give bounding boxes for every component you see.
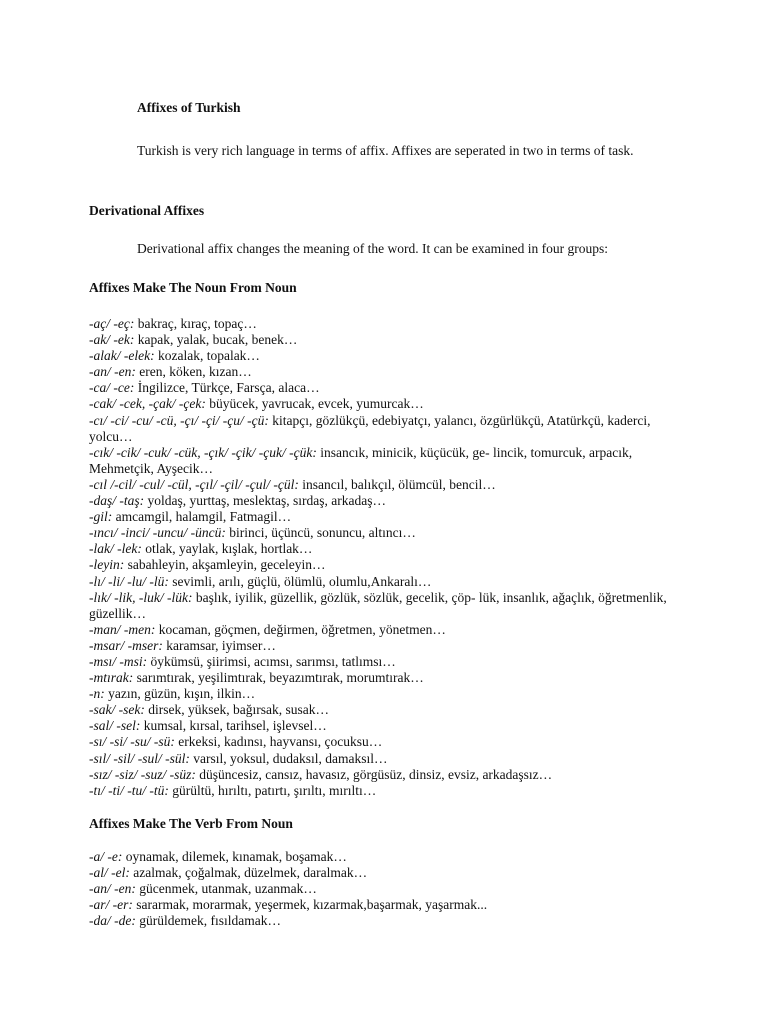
affix-examples: kitapçı, gözlükçü, edebiyatçı, yalancı, özgürlükçü, Atatürkçü, kaderci, yolcu…: [89, 412, 651, 444]
affix-examples: insancık, minicik, küçücük, ge- lincik, tomurcuk, arpacık, Mehmetçik, Ayşecik…: [89, 444, 633, 476]
affix-form: -alak/ -elek:: [89, 348, 155, 364]
affix-examples: birinci, üçüncü, sonuncu, altıncı…: [225, 525, 416, 541]
affix-entry: [89, 525, 685, 541]
derivational-paragraph: Derivational affix changes the meaning of the word. It can be examined in four groups:: [137, 241, 608, 256]
affix-entry: [89, 590, 685, 622]
affix-entry: [89, 332, 685, 348]
affix-form: -sı/ -si/ -su/ -sü:: [89, 734, 175, 750]
affix-entry: [89, 477, 685, 493]
affix-form: -lak/ -lek:: [89, 541, 142, 557]
affix-form: -man/ -men:: [89, 621, 156, 637]
noun-from-noun-heading: Affixes Make The Noun From Noun: [89, 280, 297, 295]
intro-paragraph: Turkish is very rich language in terms of affix. Affixes are seperated in two in terms of task.: [137, 143, 634, 158]
affix-entry: [89, 702, 685, 718]
affix-form: -leyin:: [89, 557, 125, 573]
affix-form: -an/ -en:: [89, 364, 136, 380]
affix-form: -msar/ -mser:: [89, 637, 163, 653]
affix-form: -tı/ -ti/ -tu/ -tü:: [89, 782, 169, 798]
affix-entry: [89, 865, 685, 881]
derivational-heading: Derivational Affixes: [89, 203, 205, 218]
affix-examples: düşüncesiz, cansız, havasız, görgüsüz, dinsiz, evsiz, arkadaşsız…: [195, 766, 553, 782]
affix-examples: erkeksi, kadınsı, hayvansı, çocuksu…: [174, 734, 383, 750]
affix-examples: öykümsü, şiirimsi, acımsı, sarımsı, tatlımsı…: [147, 653, 396, 669]
affix-examples: sevimli, arılı, güçlü, ölümlü, olumlu,Ankaralı…: [168, 573, 432, 589]
affix-examples: İngilizce, Türkçe, Farsça, alaca…: [134, 380, 320, 396]
affix-entry: [89, 638, 685, 654]
affix-examples: sararmak, morarmak, yeşermek, kızarmak,başarmak, yaşarmak...: [132, 897, 488, 913]
affix-form: -lı/ -li/ -lu/ -lü:: [89, 573, 169, 589]
affix-examples: eren, köken, kızan…: [135, 364, 252, 380]
affix-form: -n:: [89, 686, 105, 702]
affix-form: -cı/ -ci/ -cu/ -cü, -çı/ -çi/ -çu/ -çü:: [89, 412, 269, 428]
affix-examples: yoldaş, yurttaş, meslektaş, sırdaş, arkadaş…: [144, 493, 386, 509]
affix-form: -sak/ -sek:: [89, 702, 145, 718]
affix-entry: [89, 751, 685, 767]
affix-entry: [89, 734, 685, 750]
affix-examples: başlık, iyilik, güzellik, gözlük, sözlük, gecelik, çöp- lük, insanlık, ağaçlık, öğretmenlik, güzellik…: [89, 589, 667, 621]
affix-entry: [89, 574, 685, 590]
affix-entry: [89, 718, 685, 734]
affix-form: -sal/ -sel:: [89, 718, 141, 734]
affix-form: -msı/ -msi:: [89, 653, 148, 669]
affix-form: -cak/ -cek, -çak/ -çek:: [89, 396, 206, 412]
affix-entry: [89, 622, 685, 638]
affix-entry: [89, 897, 685, 913]
affix-form: -mtırak:: [89, 670, 134, 686]
affix-form: -aç/ -eç:: [89, 316, 135, 331]
affix-examples: kumsal, kırsal, tarihsel, işlevsel…: [140, 718, 327, 734]
affix-examples: sarımtırak, yeşilimtırak, beyazımtırak, morumtırak…: [133, 670, 424, 686]
affix-entry: [89, 396, 685, 412]
affix-form: -al/ -el:: [89, 865, 130, 881]
affix-form: -cıl /-cil/ -cul/ -cül, -çıl/ -çil/ -çul/ -çül:: [89, 476, 299, 492]
affix-entry: [89, 380, 685, 396]
affix-form: -an/ -en:: [89, 881, 136, 897]
affix-examples: kapak, yalak, bucak, benek…: [134, 332, 298, 348]
affix-form: -a/ -e:: [89, 849, 123, 864]
affix-entry: [89, 783, 685, 799]
affix-entry: [89, 509, 685, 525]
affix-examples: yazın, güzün, kışın, ilkin…: [104, 686, 256, 702]
affix-entry: [89, 364, 685, 380]
affix-entry: [89, 654, 685, 670]
affix-examples: gücenmek, utanmak, uzanmak…: [135, 881, 317, 897]
affix-entry: [89, 413, 685, 445]
affix-form: -gil:: [89, 509, 113, 525]
affix-entry: [89, 445, 685, 477]
affix-entry: [89, 493, 685, 509]
affix-entry: [89, 670, 685, 686]
affix-form: -ak/ -ek:: [89, 332, 135, 348]
affix-examples: amcamgil, halamgil, Fatmagil…: [112, 509, 292, 525]
affix-form: -da/ -de:: [89, 913, 136, 929]
affix-examples: büyücek, yavrucak, evcek, yumurcak…: [205, 396, 424, 412]
affix-examples: gürültü, hırıltı, patırtı, şırıltı, mırıltı…: [168, 782, 377, 798]
verb-from-noun-heading: Affixes Make The Verb From Noun: [89, 816, 293, 831]
affix-entry: [89, 767, 685, 783]
affix-examples: kozalak, topalak…: [154, 348, 260, 364]
affix-form: -sız/ -siz/ -suz/ -süz:: [89, 766, 196, 782]
affix-examples: sabahleyin, akşamleyin, geceleyin…: [124, 557, 326, 573]
affix-examples: oynamak, dilemek, kınamak, boşamak…: [122, 849, 347, 864]
affix-examples: karamsar, iyimser…: [162, 637, 276, 653]
affix-entry: [89, 316, 685, 332]
affix-form: -lık/ -lik, -luk/ -lük:: [89, 589, 193, 605]
affix-entry: [89, 686, 685, 702]
affix-examples: dirsek, yüksek, bağırsak, susak…: [144, 702, 329, 718]
affix-examples: varsıl, yoksul, dudaksıl, damaksıl…: [189, 750, 388, 766]
affix-form: -sıl/ -sil/ -sul/ -sül:: [89, 750, 190, 766]
affix-entry: [89, 541, 685, 557]
verb-from-noun-list: [89, 849, 685, 929]
noun-from-noun-list: [89, 316, 685, 799]
affix-examples: otlak, yaylak, kışlak, hortlak…: [141, 541, 313, 557]
affix-entry: [89, 849, 685, 865]
affix-examples: azalmak, çoğalmak, düzelmek, daralmak…: [129, 865, 368, 881]
affix-examples: insancıl, balıkçıl, ölümcül, bencil…: [298, 476, 496, 492]
affix-examples: kocaman, göçmen, değirmen, öğretmen, yönetmen…: [155, 621, 446, 637]
affix-form: -ca/ -ce:: [89, 380, 135, 396]
affix-entry: [89, 913, 685, 929]
affix-form: -ıncı/ -inci/ -uncu/ -üncü:: [89, 525, 226, 541]
document-title: Affixes of Turkish: [137, 100, 241, 115]
affix-entry: [89, 348, 685, 364]
affix-entry: [89, 881, 685, 897]
affix-examples: gürüldemek, fısıldamak…: [135, 913, 281, 929]
affix-form: -ar/ -er:: [89, 897, 133, 913]
affix-entry: [89, 557, 685, 573]
affix-form: -daş/ -taş:: [89, 493, 145, 509]
affix-examples: bakraç, kıraç, topaç…: [134, 316, 257, 331]
affix-form: -cık/ -cik/ -cuk/ -cük, -çık/ -çik/ -çuk/ -çük:: [89, 444, 317, 460]
